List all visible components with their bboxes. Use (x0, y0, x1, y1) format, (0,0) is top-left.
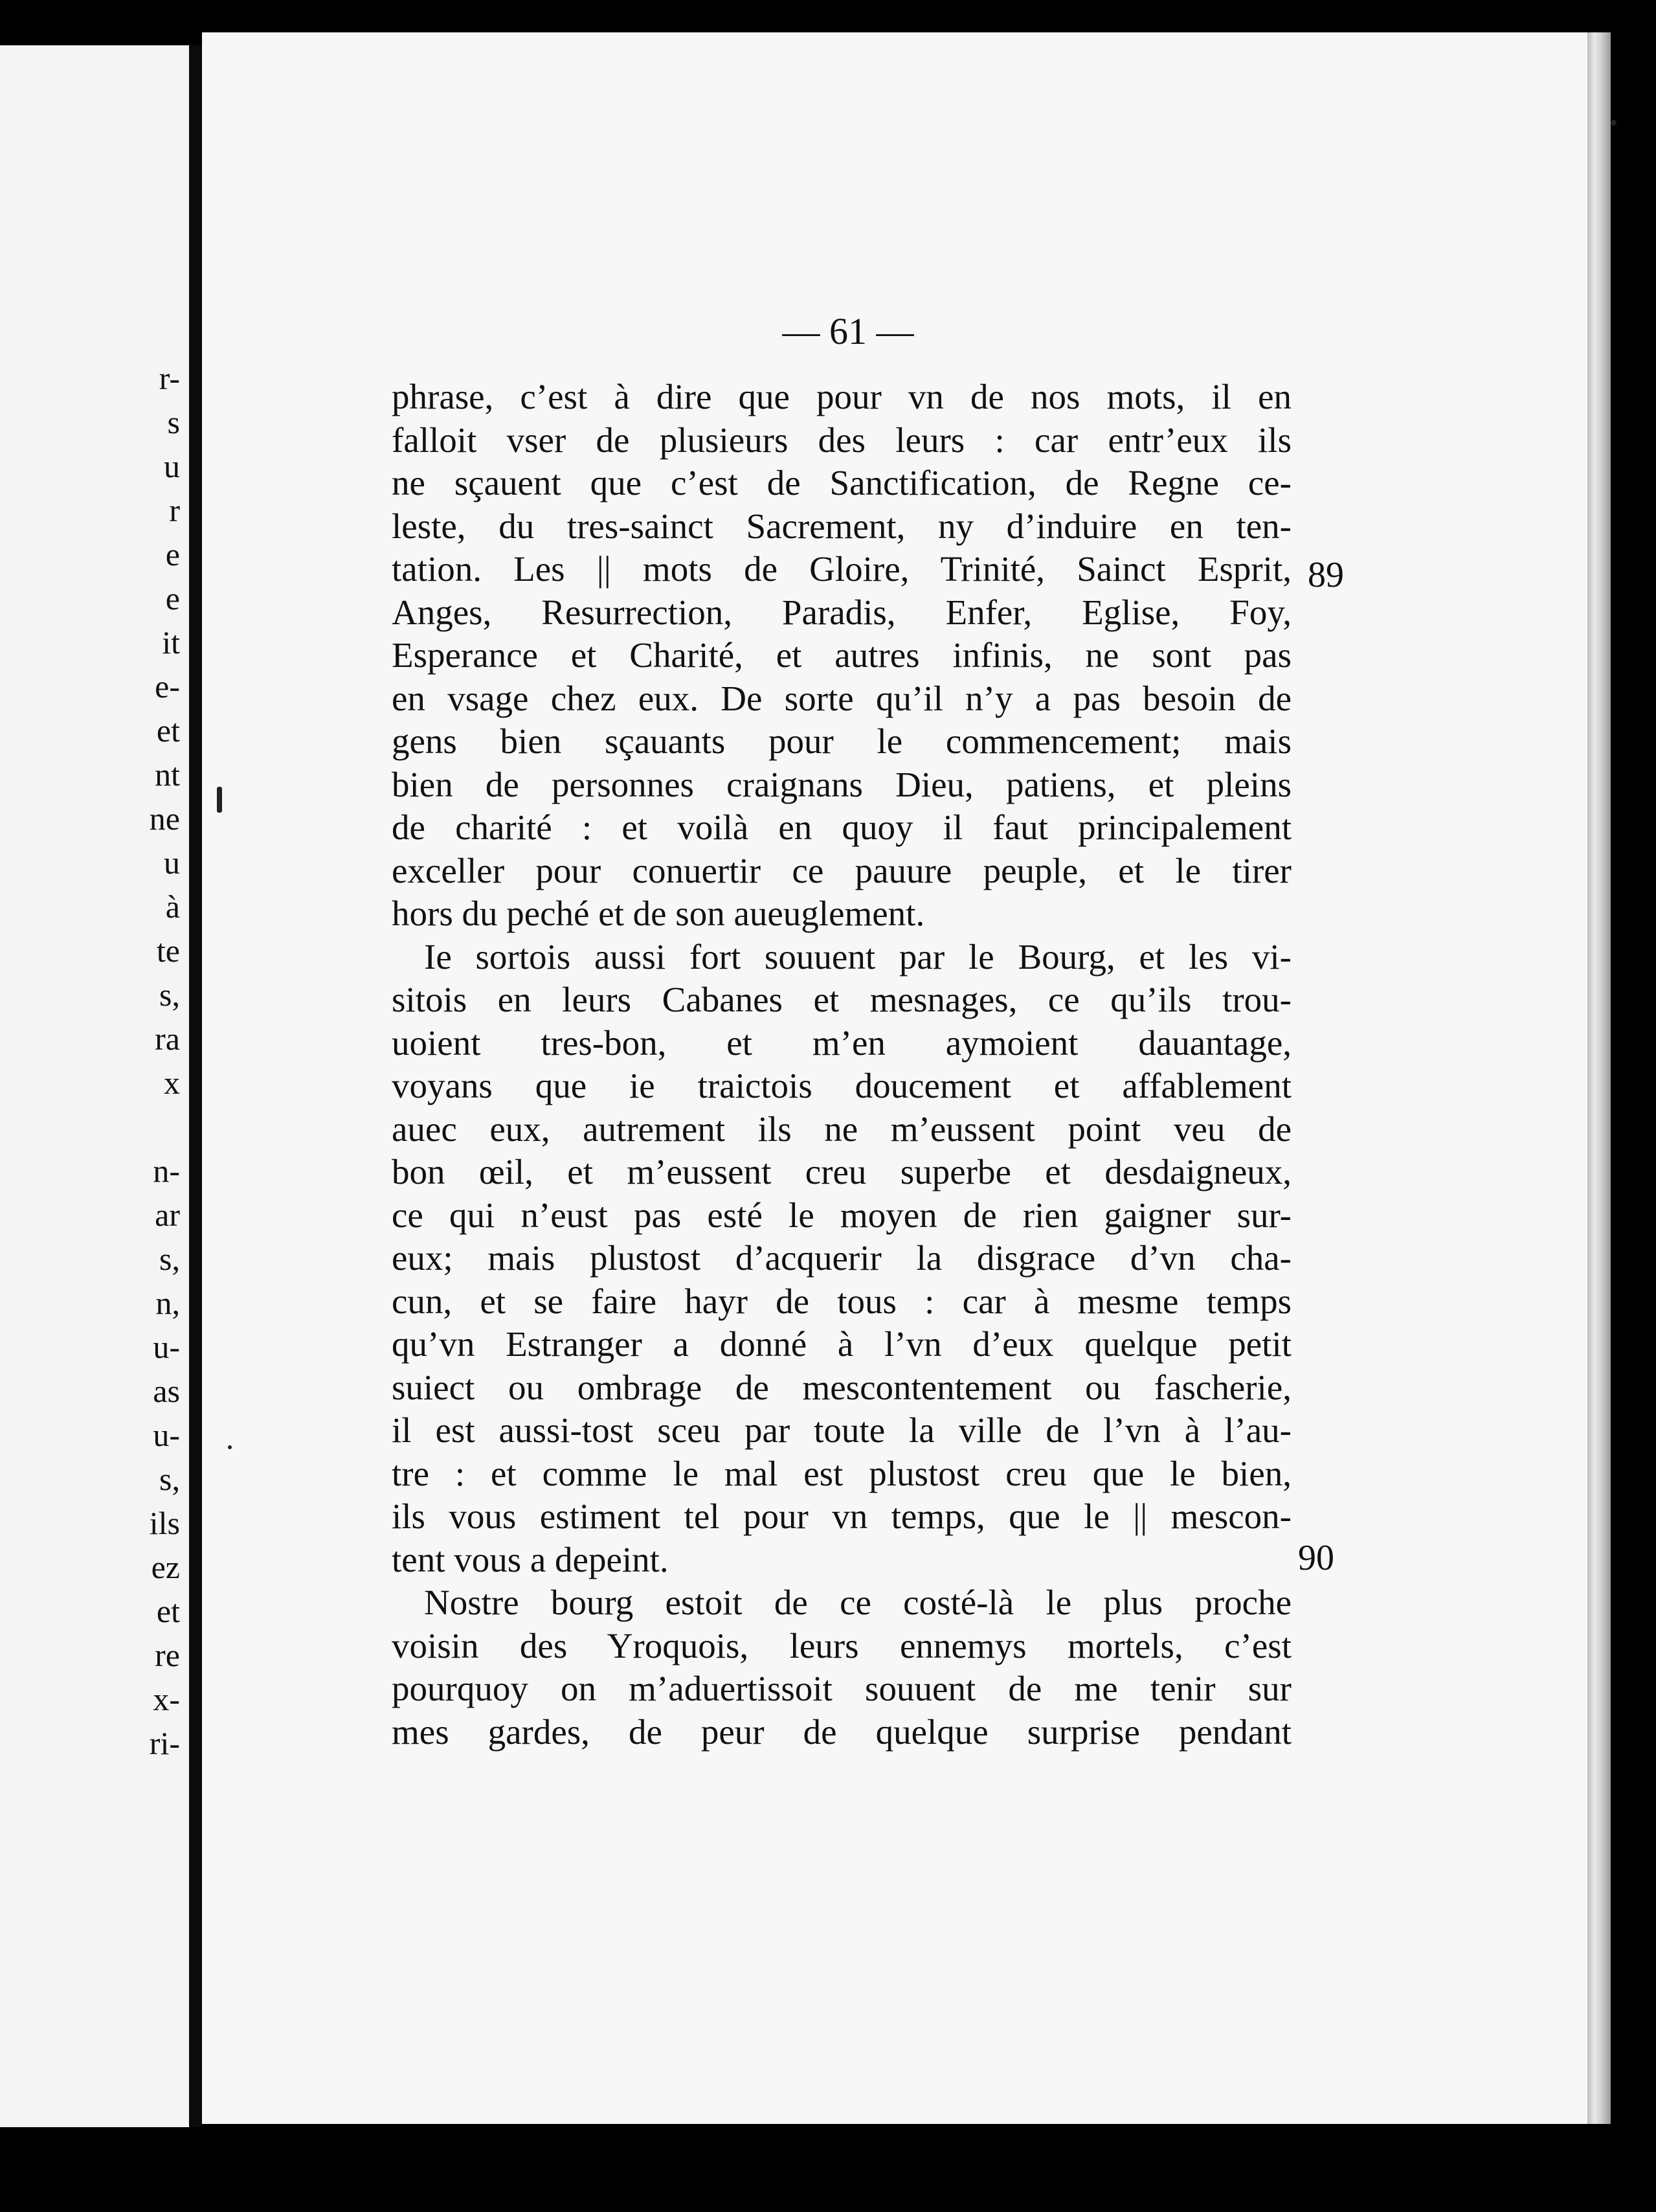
left-edge-line: n- (153, 1153, 180, 1189)
text-line: phrase, c’est à dire que pour vn de nos mots, il en (392, 377, 1292, 416)
text-line: ne sçauent que c’est de Sanctification, de Regne ce- (392, 463, 1292, 502)
text-line: voyans que ie traictois doucement et affablement (392, 1066, 1292, 1105)
left-edge-line: et (156, 1593, 180, 1629)
text-line: ce qui n’eust pas esté le moyen de rien gaigner sur- (392, 1195, 1292, 1235)
text-line: Nostre bourg estoit de ce costé-là le plus proche (424, 1583, 1292, 1622)
text-line: leste, du tres-sainct Sacrement, ny d’induire en ten- (392, 506, 1292, 546)
text-line: tre : et comme le mal est plustost creu que le bien, (392, 1453, 1292, 1493)
text-line: falloit vser de plusieurs des leurs : car entr’eux ils (392, 420, 1292, 460)
text-line: en vsage chez eux. De sorte qu’il n’y a pas besoin de (392, 678, 1292, 718)
left-edge-line (141, 1105, 180, 1149)
text-line: tation. Les || mots de Gloire, Trinité, Sainct Esprit, (392, 549, 1292, 589)
page-stack-edge (1587, 32, 1611, 2124)
left-edge-line: e (165, 580, 180, 616)
text-line: Anges, Resurrection, Paradis, Enfer, Eglise, Foy, (392, 592, 1292, 632)
left-edge-line: ez (151, 1549, 180, 1585)
left-edge-line: r (169, 492, 180, 528)
left-edge-line: ra (155, 1021, 180, 1057)
left-edge-line: ils (149, 1505, 180, 1541)
text-line: sitois en leurs Cabanes et mesnages, ce qu’ils trou- (392, 980, 1292, 1019)
left-edge-line: u (164, 448, 180, 484)
left-page-text-edge (141, 356, 180, 1765)
left-edge-line: e (165, 536, 180, 572)
text-line: tent vous a depeint. (392, 1539, 669, 1579)
left-edge-line: ri- (149, 1725, 180, 1761)
page-number: — 61 — (782, 310, 914, 352)
text-line: suiect ou ombrage de mescontentement ou fascherie, (392, 1367, 1292, 1407)
text-line: cun, et se faire hayr de tous : car à mesme temps (392, 1281, 1292, 1321)
text-line: bien de personnes craignans Dieu, patiens, et pleins (392, 764, 1292, 804)
text-line: uoient tres-bon, et m’en aymoient dauantage, (392, 1022, 1292, 1063)
text-line: il est aussi-tost sceu par toute la ville de l’vn à l’au- (392, 1410, 1292, 1450)
text-line: ils vous estiment tel pour vn temps, que le || mescon- (392, 1496, 1292, 1536)
text-line: gens bien sçauants pour le commencement; mais (392, 721, 1292, 761)
left-edge-line: nt (155, 756, 180, 793)
text-line: exceller pour conuertir ce pauure peuple, et le tirer (392, 850, 1292, 890)
ink-speck (228, 1445, 232, 1449)
text-line: qu’vn Estranger a donné à l’vn d’eux quelque petit (392, 1324, 1292, 1364)
text-line: voisin des Yroquois, leurs ennemys mortels, c’est (392, 1625, 1292, 1665)
margin-note-89: 89 (1308, 555, 1344, 595)
left-edge-line: ne (149, 800, 180, 837)
left-edge-line: te (156, 932, 180, 969)
left-edge-line: x- (153, 1681, 180, 1717)
left-edge-line: s, (159, 1241, 180, 1277)
left-edge-line: u- (153, 1417, 180, 1453)
text-line: Ie sortois aussi fort souuent par le Bourg, et les vi- (424, 936, 1292, 976)
left-edge-line: s, (159, 976, 180, 1013)
left-edge-line: x (164, 1065, 180, 1101)
left-edge-line: re (155, 1637, 180, 1673)
text-line: bon œil, et m’eussent creu superbe et desdaigneux, (392, 1152, 1292, 1191)
left-edge-line: u (164, 844, 180, 881)
text-line: Esperance et Charité, et autres infinis, ne sont pas (392, 635, 1292, 675)
left-edge-line: as (153, 1373, 180, 1409)
margin-note-90: 90 (1298, 1538, 1334, 1578)
left-page (0, 45, 189, 2127)
left-edge-line: à (165, 888, 180, 925)
text-line: auec eux, autrement ils ne m’eussent point veu de (392, 1109, 1292, 1149)
left-edge-line: s (167, 404, 180, 440)
left-edge-line: n, (155, 1285, 180, 1321)
book-gutter (189, 45, 202, 2127)
text-line: de charité : et voilà en quoy il faut principalement (392, 807, 1292, 847)
left-edge-line: it (162, 624, 180, 660)
left-edge-line: u- (153, 1329, 180, 1365)
left-edge-line: e- (155, 668, 180, 705)
left-edge-line: ar (155, 1197, 180, 1233)
ink-speck (1611, 120, 1617, 126)
left-edge-line: s, (159, 1461, 180, 1497)
body-text (392, 376, 1292, 1754)
text-line: hors du peché et de son aueuglement. (392, 894, 925, 933)
left-edge-line: et (156, 712, 180, 749)
text-line: mes gardes, de peur de quelque surprise pendant (392, 1711, 1292, 1752)
text-line: eux; mais plustost d’acquerir la disgrace d’vn cha- (392, 1238, 1292, 1278)
ink-speck (217, 787, 222, 813)
left-edge-line: r- (159, 360, 180, 396)
text-line: pourquoy on m’aduertissoit souuent de me tenir sur (392, 1669, 1292, 1708)
